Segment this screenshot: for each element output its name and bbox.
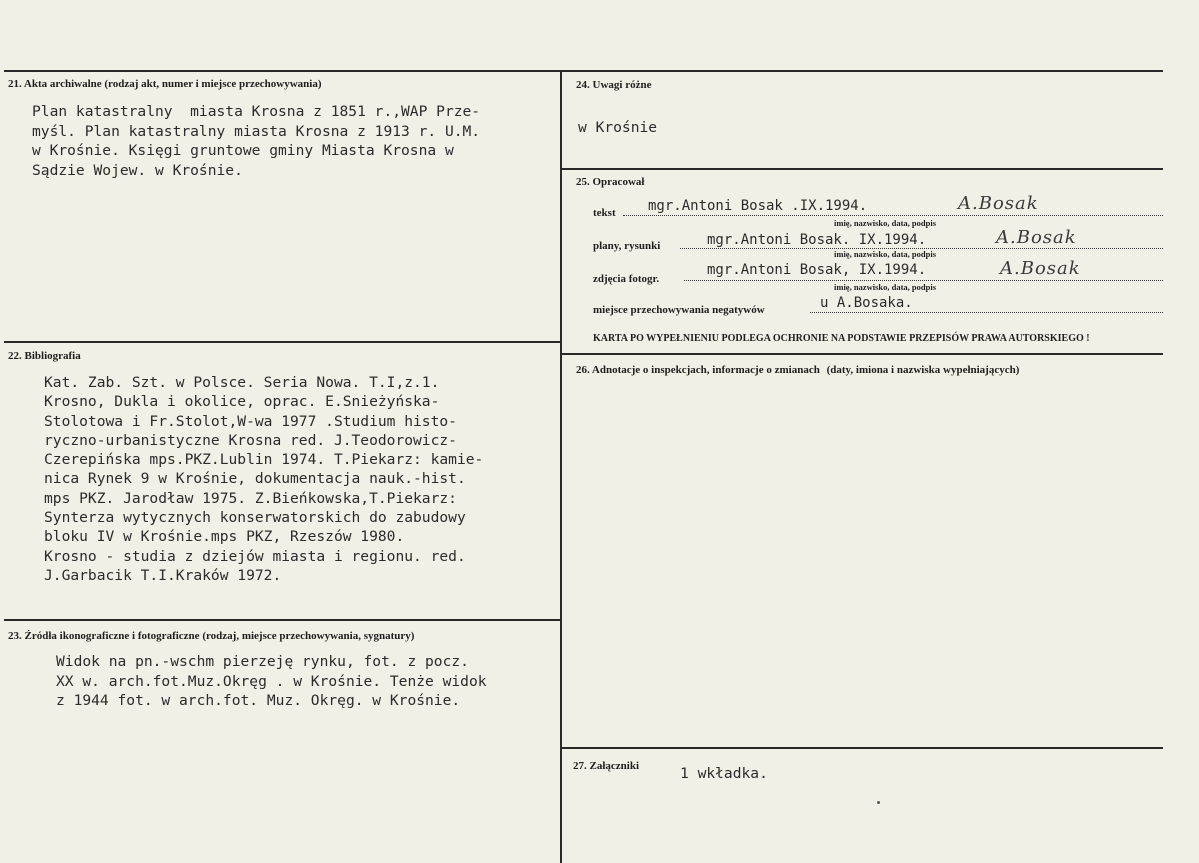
- section-24-number: 24.: [576, 79, 590, 91]
- text-line: Krosno, Dukla i okolice, oprac. E.Snieżyńska-: [44, 393, 440, 411]
- top-rule: [4, 70, 1163, 72]
- rule-21-22: [4, 341, 560, 343]
- tekst-dotted-line: [623, 215, 1163, 216]
- section-27-header: [573, 760, 639, 772]
- text-line: Plan katastralny miasta Krosna z 1851 r.,WAP Prze-: [32, 103, 481, 120]
- tekst-label: tekst: [593, 207, 616, 219]
- rule-22-23: [4, 619, 560, 621]
- text-line: J.Garbacik T.I.Kraków 1972.: [44, 566, 282, 584]
- text-line: bloku IV w Krośnie.mps PKZ, Rzeszów 1980.: [44, 528, 405, 546]
- text-line: Kat. Zab. Szt. w Polsce. Seria Nowa. T.I,z.1.: [44, 374, 440, 391]
- zdjecia-label: zdjęcia fotogr.: [593, 273, 660, 285]
- section-26-note: (daty, imiona i nazwiska wypełniających): [826, 364, 1020, 376]
- text-line: Widok na pn.-wschm pierzeję rynku, fot. z pocz.: [56, 653, 469, 670]
- text-line: z 1944 fot. w arch.fot. Muz. Okręg. w Krośnie.: [56, 692, 461, 709]
- section-22-text: [44, 373, 483, 585]
- section-23-header: [8, 630, 414, 642]
- plany-signature: A.Bosak: [996, 227, 1077, 248]
- section-21-number: 21.: [8, 78, 22, 90]
- section-23-number: 23.: [8, 630, 22, 642]
- text-line: w Krośnie. Księgi gruntowe gminy Miasta Krosna w: [32, 142, 454, 159]
- rule-26-27: [562, 747, 1163, 749]
- section-24-text: w Krośnie: [578, 119, 658, 136]
- text-line: Sądzie Wojew. w Krośnie.: [32, 161, 243, 179]
- zdjecia-signature: A.Bosak: [1000, 258, 1081, 279]
- copyright-notice: KARTA PO WYPEŁNIENIU PODLEGA OCHRONIE NA PODSTAWIE PRZEPISÓW PRAWA AUTORSKIEGO !: [593, 333, 1090, 344]
- section-24-header: [576, 79, 651, 91]
- text-line: mps PKZ. Jarodław 1975. Z.Bieńkowska,T.Piekarz:: [44, 489, 457, 507]
- text-line: Krosno - studia z dziejów miasta i regionu. red.: [44, 547, 466, 565]
- text-line: XX w. arch.fot.Muz.Okręg . w Krośnie. Tenże widok: [56, 672, 487, 690]
- text-line: ryczno-urbanistyczne Krosna red. J.Teodorowicz-: [44, 431, 457, 449]
- text-line: myśl. Plan katastralny miasta Krosna z 1913 r. U.M.: [32, 122, 481, 140]
- center-divider: [560, 70, 562, 863]
- section-21-title: Akta archiwalne: [23, 78, 102, 90]
- section-22-number: 22.: [8, 350, 22, 362]
- text-line: Stolotowa i Fr.Stolot,W-wa 1977 .Studium histo-: [44, 412, 457, 430]
- section-23-title: Źródła ikonograficzne i fotograficzne: [24, 630, 200, 642]
- rule-25-26: [562, 353, 1163, 355]
- section-26-header: [576, 364, 1019, 376]
- section-25-number: 25.: [576, 176, 590, 188]
- text-line: Czerepińska mps.PKZ.Lublin 1974. T.Piekarz: kamie-: [44, 451, 484, 469]
- section-27-text: 1 wkładka.: [680, 765, 768, 782]
- negatives-value: u A.Bosaka.: [820, 295, 913, 311]
- tekst-value: mgr.Antoni Bosak .IX.1994.: [648, 198, 868, 214]
- plany-value: mgr.Antoni Bosak. IX.1994.: [707, 232, 927, 248]
- section-21-text: [32, 102, 480, 180]
- section-26-number: 26.: [576, 364, 590, 376]
- section-26-title: Adnotacje o inspekcjach, informacje o zmianach: [591, 364, 820, 376]
- paper-speck: [877, 801, 880, 804]
- section-21-note: (rodzaj akt, numer i miejsce przechowywania): [104, 78, 322, 90]
- section-21-header: [8, 78, 322, 90]
- section-22-title: Bibliografia: [24, 350, 81, 362]
- tekst-caption: imię, nazwisko, data, podpis: [834, 218, 937, 228]
- negatives-label: miejsce przechowywania negatywów: [593, 304, 765, 316]
- section-27-title: Załączniki: [589, 760, 640, 772]
- tekst-signature: A.Bosak: [958, 193, 1039, 214]
- rule-24-25: [562, 168, 1163, 170]
- zdjecia-caption: imię, nazwisko, data, podpis: [834, 282, 937, 292]
- zdjecia-value: mgr.Antoni Bosak, IX.1994.: [707, 262, 927, 278]
- text-line: nica Rynek 9 w Krośnie, dokumentacja nauk.-hist.: [44, 470, 466, 488]
- plany-caption: imię, nazwisko, data, podpis: [834, 249, 937, 259]
- zdjecia-dotted-line: [684, 280, 1163, 281]
- section-27-number: 27.: [573, 760, 587, 772]
- section-25-header: [576, 176, 644, 188]
- negatives-dotted-line: [810, 312, 1163, 313]
- section-22-header: [8, 350, 81, 362]
- text-line: Synterza wytycznych konserwatorskich do zabudowy: [44, 509, 466, 527]
- section-25-title: Opracował: [592, 176, 645, 188]
- section-23-text: [56, 652, 487, 711]
- section-23-note: (rodzaj, miejsce przechowywania, sygnatury): [202, 630, 415, 642]
- section-24-title: Uwagi różne: [592, 79, 652, 91]
- plany-label: plany, rysunki: [593, 240, 661, 252]
